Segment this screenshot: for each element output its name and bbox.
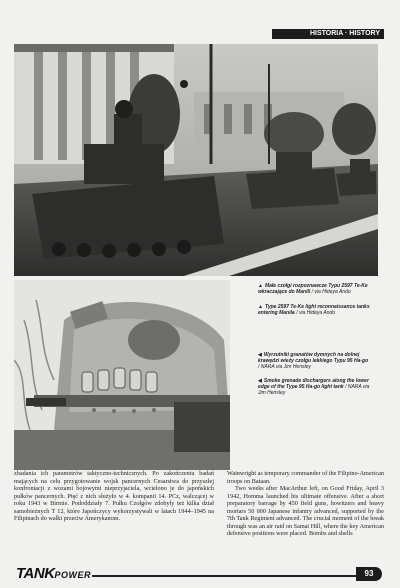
body-text-polish: zbadania ich parametrów taktyczno-technicznych. Po zakończeniu badań mających na celu przygotowanie wojsk pancernych Cesarstwa do przyszłej konfrontacji z wozami bojowymi nieprzyjaciela, wcielono je do japońskich pułków pancernych. Pięć z nich służyło w 4. kompanii 14. PCz, walczącej w roku 1943 w Birmie. Pododdziały 7. Pułku Czołgów zdobyły też kilka dział samobieżnych T 12, które Japończycy wykorzystywali w latach 1944–1945 na Filipinach do walki przeciw Amerykanom. <box>14 470 214 522</box>
caption-credit: / NARA via Jim Hensley <box>258 364 311 370</box>
photo-tanks-manila <box>14 44 378 276</box>
caption-text: Małe czołgi rozpoznawcze Typu 2597 Te-Ke wkraczające do Manili <box>258 283 368 295</box>
caption-text: Wyrzutniki granatów dymnych na dolnej krawędzi wieży czołgu lekkiego Typu 95 Ha-go <box>258 352 369 364</box>
body-column-english <box>227 470 384 538</box>
body-text-english-2: Two weeks after MacArthur left, on Good Friday, April 3 1942, Homma launched his ultimate offensive. After a short preparatory barrage by 450 field guns, howitzers and heavy mortars 50 000 Japanese infantry advanced, supported by the 7th Tank Regiment advanced. The crucial moment of the break through was an air raid on Samat Hill, where the key American defensive positions were placed. Bombs and shells <box>227 485 384 537</box>
triangle-marker-icon: ◀ <box>258 352 262 358</box>
caption-top-en <box>258 304 370 316</box>
body-text-english-1: Wainwright as temporary commander of the Filipino-American troops on Bataan. <box>227 470 384 485</box>
caption-top-pl <box>258 283 370 295</box>
footer-rule <box>92 575 360 577</box>
triangle-marker-icon: ▲ <box>258 283 263 289</box>
caption-bottom-pl <box>258 352 370 370</box>
tank-power-logo <box>16 565 91 582</box>
body-column-polish <box>14 470 214 523</box>
triangle-marker-icon: ◀ <box>258 378 262 384</box>
caption-credit: / via Hideya Ando <box>296 310 336 316</box>
caption-text: Smoke grenade dischargers along the lower edge of the Type 95 Ha-go light tank <box>258 378 369 390</box>
caption-credit: / via Hideya Ando <box>311 289 351 295</box>
caption-bottom-en <box>258 378 370 396</box>
logo-main: TANK <box>16 565 55 582</box>
caption-text: Type 2597 Te-Ke light reconnaissance tanks entering Manila <box>258 304 370 316</box>
section-header-label: HISTORIA · HISTORY <box>309 30 380 37</box>
caption-credit: / NARA via Jim Hensley <box>258 384 370 396</box>
photo-hago-turret <box>14 280 230 470</box>
triangle-marker-icon: ▲ <box>258 304 263 310</box>
logo-sub: POWER <box>54 570 92 580</box>
page-number-badge: 93 <box>356 567 382 581</box>
